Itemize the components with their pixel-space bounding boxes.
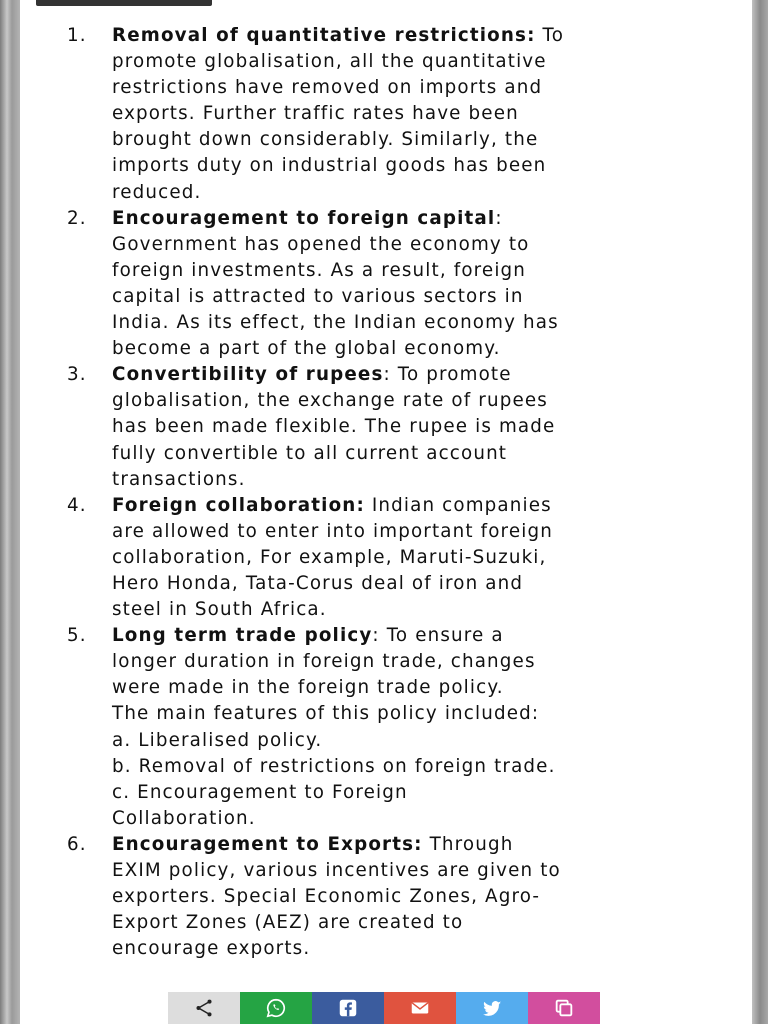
text-line <box>112 153 740 179</box>
point-text: To <box>535 25 565 46</box>
point-heading: Encouragement to Exports: <box>112 833 423 855</box>
text-line <box>112 780 740 806</box>
point-heading: Convertibility of rupees <box>112 364 384 386</box>
text-line <box>112 858 740 884</box>
email-share-button[interactable] <box>384 992 456 1024</box>
point-text: Collaboration. <box>112 807 256 829</box>
point-text: Through <box>422 833 514 855</box>
share-icon <box>193 993 215 1023</box>
point-text: The main features of this policy included: <box>112 703 540 725</box>
text-line <box>112 362 740 388</box>
twitter-share-button[interactable] <box>456 992 528 1024</box>
document-page <box>20 0 752 1024</box>
background-left <box>0 0 20 1024</box>
text-line <box>112 910 740 936</box>
text-line <box>112 467 740 493</box>
email-icon <box>409 993 431 1023</box>
facebook-icon <box>337 993 359 1023</box>
point-text: foreign investments. As a result, foreign <box>112 259 527 281</box>
point-text: : <box>495 207 503 229</box>
text-line <box>112 701 740 727</box>
text-line <box>112 258 740 284</box>
point-text: a. Liberalised policy. <box>112 729 323 751</box>
point-text: brought down considerably. Similarly, the <box>112 129 539 151</box>
twitter-icon <box>481 993 503 1023</box>
text-line <box>112 414 740 440</box>
text-line <box>112 519 740 545</box>
top-tab-bar <box>36 0 212 6</box>
point-text: steel in South Africa. <box>112 599 327 621</box>
point-text: Indian companies <box>364 494 552 516</box>
text-line <box>112 493 740 519</box>
point-text: fully convertible to all current account <box>112 442 508 464</box>
text-line <box>112 49 740 75</box>
text-line <box>112 571 740 597</box>
list-item-number: 2. <box>67 207 87 229</box>
text-line <box>112 284 740 310</box>
facebook-share-button[interactable] <box>312 992 384 1024</box>
point-text: collaboration, For example, Maruti-Suzuki, <box>112 546 547 568</box>
text-line <box>112 806 740 832</box>
text-line <box>112 728 740 754</box>
list-item <box>20 206 752 363</box>
point-text: : To promote <box>383 364 512 386</box>
text-line <box>112 936 740 962</box>
text-line <box>112 388 740 414</box>
point-text: capital is attracted to various sectors in <box>112 285 524 307</box>
list-item-number: 5. <box>67 625 87 647</box>
list-item-number: 4. <box>67 494 87 516</box>
share-bar <box>168 992 600 1024</box>
point-text: has been made flexible. The rupee is made <box>112 416 556 438</box>
text-line <box>112 206 740 232</box>
point-text: were made in the foreign trade policy. <box>112 677 504 699</box>
text-line <box>112 649 740 675</box>
point-text: reduced. <box>112 181 202 203</box>
list-item <box>20 832 752 962</box>
point-text: : To ensure a <box>372 625 504 647</box>
point-text: Government has opened the economy to <box>112 233 530 255</box>
whatsapp-icon <box>265 993 287 1023</box>
point-text: longer duration in foreign trade, changes <box>112 651 536 673</box>
numbered-list <box>20 23 752 962</box>
point-text: c. Encouragement to Foreign <box>112 781 408 803</box>
list-item <box>20 362 752 492</box>
list-item <box>20 623 752 832</box>
point-text: restrictions have removed on imports and <box>112 77 543 99</box>
point-text: exports. Further traffic rates have been <box>112 103 519 125</box>
list-item-number: 6. <box>67 833 87 855</box>
text-line <box>112 597 740 623</box>
point-text: transactions. <box>112 468 246 490</box>
text-line <box>112 23 740 49</box>
point-text: b. Removal of restrictions on foreign trade. <box>112 755 556 777</box>
text-line <box>112 101 740 127</box>
list-item <box>20 493 752 623</box>
point-text: imports duty on industrial goods has been <box>112 155 547 177</box>
text-line <box>112 336 740 362</box>
background-right <box>752 0 768 1024</box>
point-text: are allowed to enter into important foreign <box>112 520 553 542</box>
point-text: Export Zones (AEZ) are created to <box>112 912 464 934</box>
text-line <box>112 545 740 571</box>
text-line <box>112 127 740 153</box>
share-share-button[interactable] <box>168 992 240 1024</box>
text-line <box>112 310 740 336</box>
text-line <box>112 832 740 858</box>
point-text: exporters. Special Economic Zones, Agro- <box>112 886 541 908</box>
whatsapp-share-button[interactable] <box>240 992 312 1024</box>
point-heading: Encouragement to foreign capital <box>112 207 496 229</box>
point-text: EXIM policy, various incentives are given to <box>112 860 561 881</box>
copy-icon <box>553 993 575 1023</box>
point-heading: Long term trade policy <box>112 625 373 647</box>
text-line <box>112 623 740 649</box>
text-line <box>112 180 740 206</box>
text-line <box>112 232 740 258</box>
copy-share-button[interactable] <box>528 992 600 1024</box>
point-text: encourage exports. <box>112 938 311 960</box>
point-heading: Foreign collaboration: <box>112 494 365 516</box>
point-heading: Removal of quantitative restrictions: <box>112 25 536 46</box>
point-text: India. As its effect, the Indian economy has <box>112 312 559 334</box>
point-text: Hero Honda, Tata-Corus deal of iron and <box>112 572 524 594</box>
point-text: globalisation, the exchange rate of rupees <box>112 390 548 412</box>
text-line <box>112 754 740 780</box>
text-line <box>112 75 740 101</box>
text-line <box>112 441 740 467</box>
text-line <box>112 675 740 701</box>
list-item-number: 1. <box>67 25 87 46</box>
text-line <box>112 884 740 910</box>
point-text: become a part of the global economy. <box>112 338 501 360</box>
list-item-number: 3. <box>67 364 87 386</box>
list-item <box>20 23 752 206</box>
point-text: promote globalisation, all the quantitative <box>112 51 547 73</box>
